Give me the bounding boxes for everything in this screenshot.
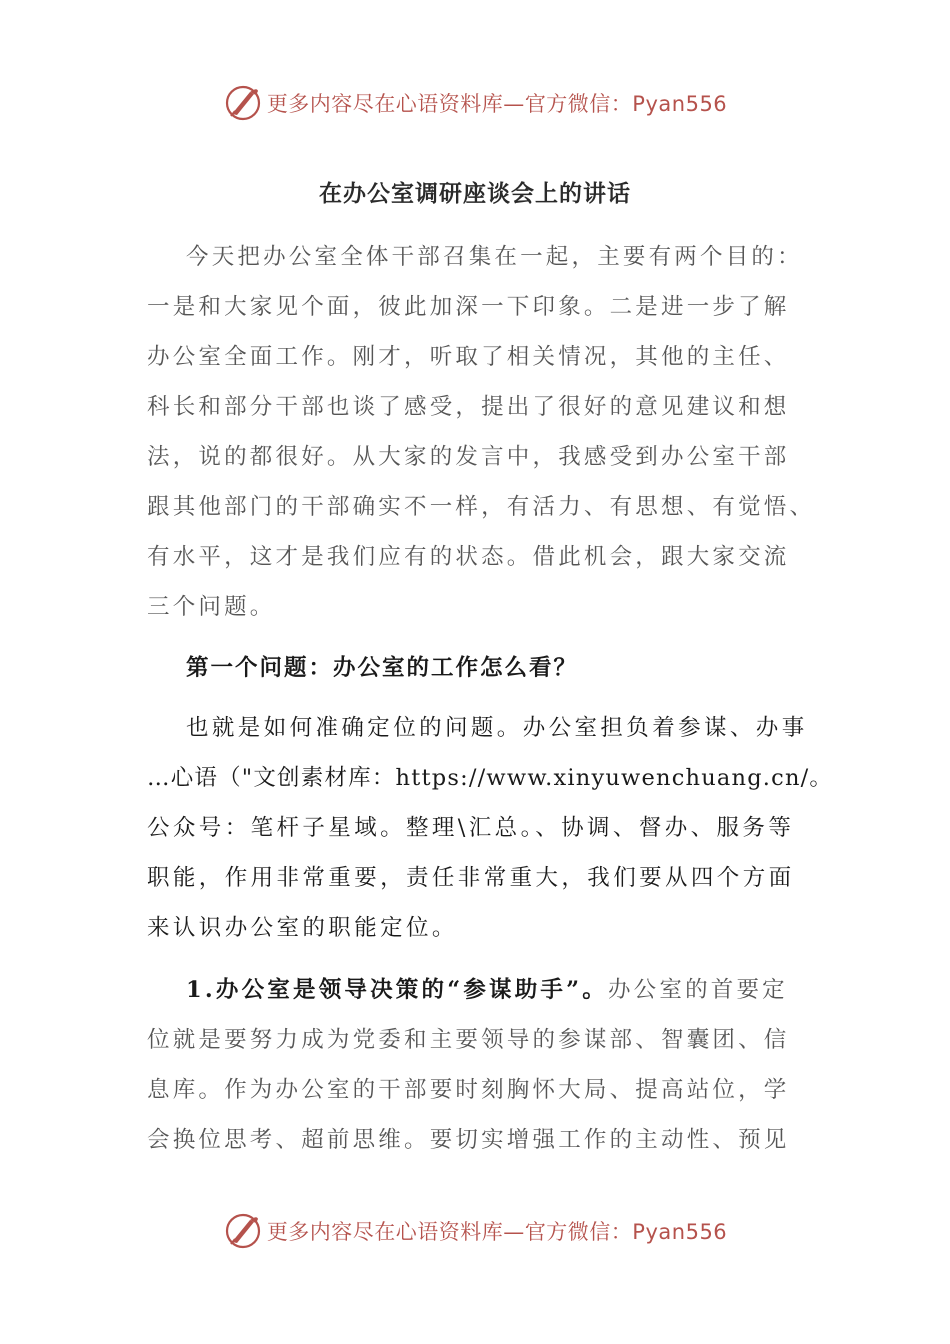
text-line: 跟其他部门的干部确实不一样，有活力、有思想、有觉悟、 (147, 494, 816, 520)
text-line: 位就是要努力成为党委和主要领导的参谋部、智囊团、信 (147, 1027, 790, 1053)
text-line: 法，说的都很好。从大家的发言中，我感受到办公室干部 (147, 444, 790, 470)
text-line: 今天把办公室全体干部召集在一起，主要有两个目的： (186, 244, 803, 270)
text-line: 会换位思考、超前思维。要切实增强工作的主动性、预见 (147, 1127, 790, 1153)
text-line: 三个问题。 (147, 594, 276, 620)
point-lead: 1.办公室是领导决策的“参谋助手”。 (186, 977, 608, 1003)
page-title: 在办公室调研座谈会上的讲话 (319, 180, 631, 207)
text-line: 息库。作为办公室的干部要时刻胸怀大局、提高站位，学 (147, 1077, 790, 1103)
quill-logo-icon (223, 1211, 263, 1251)
header-banner (0, 78, 950, 128)
quill-logo-icon (223, 83, 263, 123)
text-line: …心语（"文创素材库：https://www.xinyuwenchuang.cn/。 (147, 765, 834, 791)
text-line: 也就是如何准确定位的问题。办公室担负着参谋、办事 (186, 715, 808, 741)
text-line: 办公室全面工作。刚才，听取了相关情况，其他的主任、 (147, 344, 790, 370)
point1-paragraph (147, 965, 807, 1165)
text-line: 1.办公室是领导决策的“参谋助手”。办公室的首要定 (186, 977, 788, 1003)
banner-text: 更多内容尽在心语资料库—官方微信：Pyan556 (266, 1220, 728, 1244)
text-line: 科长和部分干部也谈了感受，提出了很好的意见建议和想 (147, 394, 790, 420)
intro-paragraph (147, 232, 816, 632)
banner-text: 更多内容尽在心语资料库—官方微信：Pyan556 (266, 92, 728, 116)
text-line: 来认识办公室的职能定位。 (147, 915, 458, 941)
text-line: 有水平，这才是我们应有的状态。借此机会，跟大家交流 (147, 544, 790, 570)
section1-paragraph (147, 703, 834, 953)
section-heading: 第一个问题：办公室的工作怎么看？ (186, 655, 579, 681)
text-line: 公众号：笔杆子星域。整理\汇总。、协调、督办、服务等 (147, 815, 795, 841)
footer-banner (0, 1206, 950, 1256)
text-line: 一是和大家见个面，彼此加深一下印象。二是进一步了解 (147, 294, 790, 320)
text-line: 职能，作用非常重要，责任非常重大，我们要从四个方面 (147, 865, 795, 891)
